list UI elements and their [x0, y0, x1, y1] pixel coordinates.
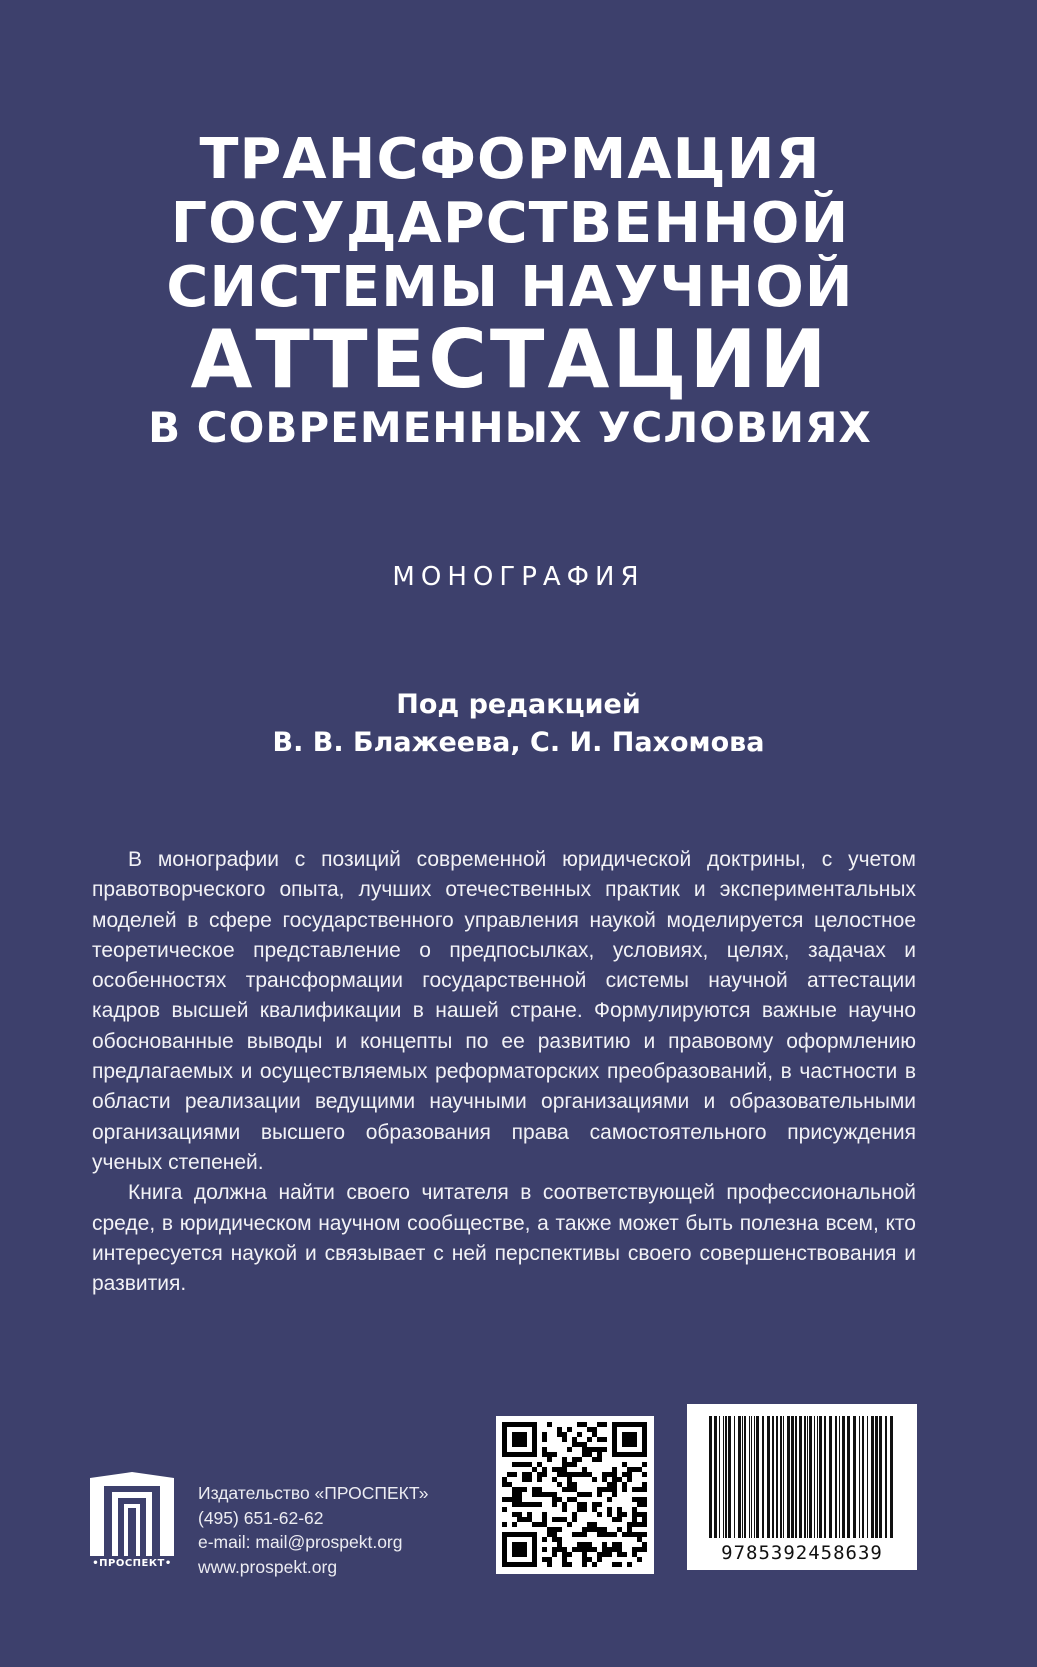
publisher-logo-icon — [86, 1472, 178, 1558]
title-line-5: В СОВРЕМЕННЫХ УСЛОВИЯХ — [148, 403, 872, 452]
genre-label: МОНОГРАФИЯ — [392, 562, 645, 592]
publisher-email: e-mail: mail@prospekt.org — [198, 1532, 403, 1552]
title-line-3: СИСТЕМЫ НАУЧНОЙ — [166, 255, 854, 320]
book-description — [92, 845, 916, 1299]
publisher-logo-label: •ПРОСПЕКТ• — [92, 1558, 172, 1569]
editors-block — [0, 686, 1037, 762]
barcode-icon — [687, 1404, 917, 1544]
description-paragraph-2: Книга должна найти своего читателя в соответствующей профессиональной среде, в юридическом научном сообществе, а также может быть полезна всем, кто интересуется наукой и связывает с ней перспективы своего совершенствования и развития. — [92, 1181, 916, 1296]
title-line-4: АТТЕСТАЦИИ — [190, 313, 830, 406]
editors-heading: Под редакцией — [396, 689, 641, 720]
publisher-info — [198, 1481, 428, 1579]
publisher-name: Издательство «ПРОСПЕКТ» — [198, 1483, 429, 1503]
description-paragraph-1: В монографии с позиций современной юридической доктрины, с учетом правотворческого опыта, лучших отечественных практик и экспериментальных моделей в сфере государственного управления наукой моделируется целостное теоретическое представление о предпосылках, условиях, целях, задачах и особенностях трансформации государственной системы научной аттестации кадров высшей квалификации в нашей стране. Формулируются важные научно обоснованные выводы и концепты по ее развитию и правовому оформлению предлагаемых и осуществляемых реформаторских преобразований, в частности в области реализации ведущими научными организациями и образовательными организациями высшего образования права самостоятельного присуждения ученых степеней. — [92, 848, 916, 1174]
qr-code-icon — [496, 1416, 654, 1574]
publisher-website: www.prospekt.org — [198, 1556, 338, 1577]
publisher-logo — [86, 1472, 178, 1572]
title-line-1: ТРАНСФОРМАЦИЯ — [199, 127, 821, 192]
publisher-phone: (495) 651-62-62 — [198, 1507, 324, 1528]
title-line-2: ГОСУДАРСТВЕННОЙ — [170, 191, 850, 256]
book-title — [130, 128, 890, 456]
editors-names: В. В. Блажеева, С. И. Пахомова — [272, 727, 765, 758]
qr-code — [496, 1416, 654, 1574]
isbn-barcode — [687, 1404, 917, 1570]
isbn-digits: 9785392458639 — [721, 1542, 883, 1564]
